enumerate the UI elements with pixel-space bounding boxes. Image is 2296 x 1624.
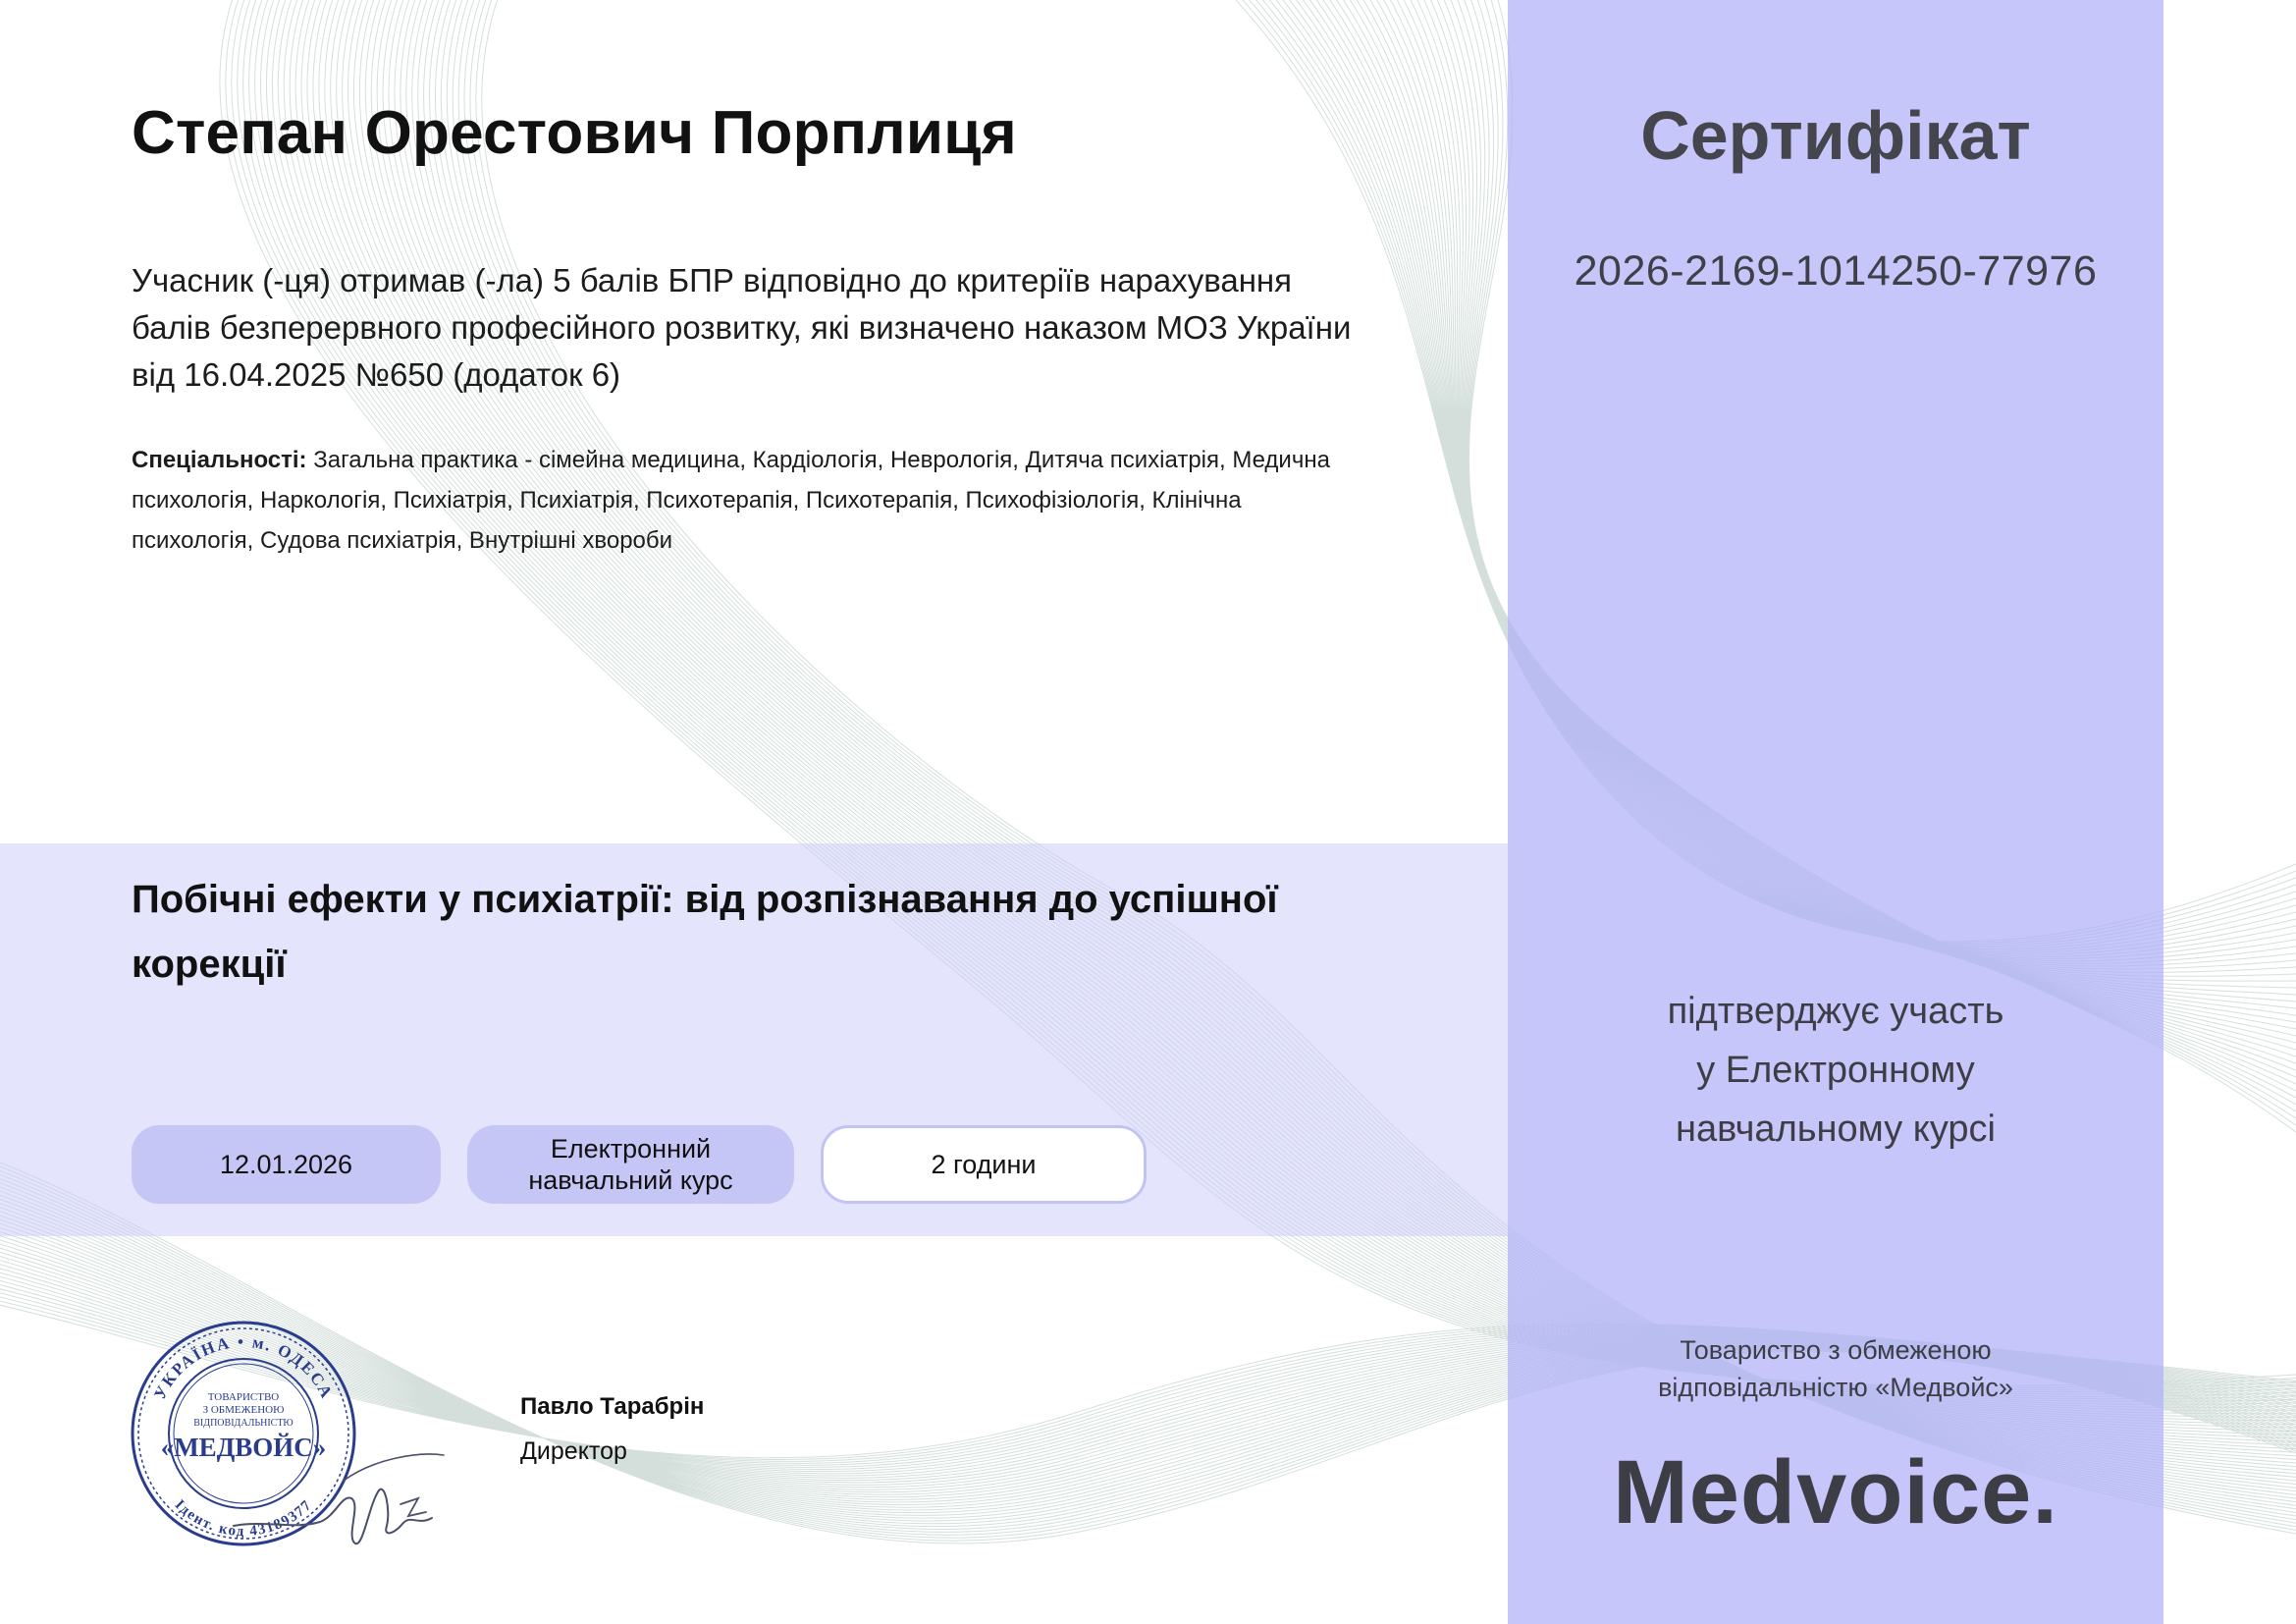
director-signature bbox=[226, 1435, 447, 1563]
duration-text: 2 години bbox=[931, 1150, 1037, 1179]
certificate-number: 2026-2169-1014250-77976 bbox=[1574, 247, 2098, 295]
specialties-block bbox=[132, 440, 1408, 561]
course-type-line: навчальний курс bbox=[528, 1165, 733, 1195]
stamp-company-name: «МЕДВОЙС» bbox=[160, 1433, 327, 1462]
confirmation-text bbox=[1508, 982, 2163, 1159]
specialties-line bbox=[132, 440, 1408, 480]
company-name bbox=[1508, 1331, 2163, 1406]
points-statement bbox=[132, 257, 1417, 399]
confirmation-line: навчальному курсі bbox=[1676, 1109, 1996, 1150]
signer-name: Павло Тарабрін bbox=[520, 1393, 705, 1420]
course-title bbox=[132, 867, 1408, 997]
duration-badge bbox=[821, 1125, 1147, 1204]
confirmation-line: у Електронному bbox=[1696, 1050, 1975, 1091]
stamp-center-text: ВІДПОВІДАЛЬНІСТЮ bbox=[193, 1418, 294, 1429]
company-name-line: Товариство з обмеженою bbox=[1680, 1335, 1992, 1365]
statement-line: балів безперервного професійного розвитку, які визначено наказом МОЗ України bbox=[132, 309, 1352, 346]
stamp-center-text: ТОВАРИСТВО bbox=[207, 1391, 280, 1403]
recipient-name: Степан Орестович Порплиця bbox=[132, 99, 1017, 167]
stamp-bottom-text: Ідент. код 43189377 bbox=[171, 1496, 316, 1541]
date-badge bbox=[132, 1125, 441, 1204]
medvoice-logo bbox=[1508, 1441, 2163, 1544]
course-type-badge bbox=[467, 1125, 794, 1204]
logo-wordmark: Medvoice bbox=[1613, 1442, 2033, 1543]
signer-role: Директор bbox=[520, 1437, 627, 1465]
stamp-top-text: УКРАЇНА • м. ОДЕСА bbox=[150, 1331, 337, 1403]
statement-line: Учасник (-ця) отримав (-ла) 5 балів БПР відповідно до критеріїв нарахування bbox=[132, 262, 1293, 298]
course-type-text bbox=[528, 1133, 732, 1196]
course-type-line: Електронний bbox=[550, 1134, 712, 1164]
company-name-line: відповідальністю «Медвойс» bbox=[1658, 1373, 2013, 1402]
specialties-line: психологія, Наркологія, Психіатрія, Психіатрія, Психотерапія, Психотерапія, Психофізіологія, Клінічна bbox=[132, 487, 1242, 514]
logo-dot: . bbox=[2032, 1442, 2058, 1543]
course-title-line: Побічні ефекти у психіатрії: від розпізнавання до успішної bbox=[132, 878, 1278, 921]
stamp-center-text: З ОБМЕЖЕНОЮ bbox=[202, 1404, 285, 1416]
confirmation-line: підтверджує участь bbox=[1667, 991, 2004, 1032]
course-title-line: корекції bbox=[132, 943, 287, 986]
statement-line: від 16.04.2025 №650 (додаток 6) bbox=[132, 356, 621, 393]
specialties-text: Загальна практика - сімейна медицина, Кардіологія, Неврологія, Дитяча психіатрія, Медична bbox=[313, 447, 1330, 473]
specialties-label: Спеціальності: bbox=[132, 447, 307, 473]
date-text: 12.01.2026 bbox=[219, 1150, 353, 1179]
specialties-line: психологія, Судова психіатрія, Внутрішні хвороби bbox=[132, 527, 673, 554]
certificate-title: Сертифікат bbox=[1640, 97, 2031, 174]
